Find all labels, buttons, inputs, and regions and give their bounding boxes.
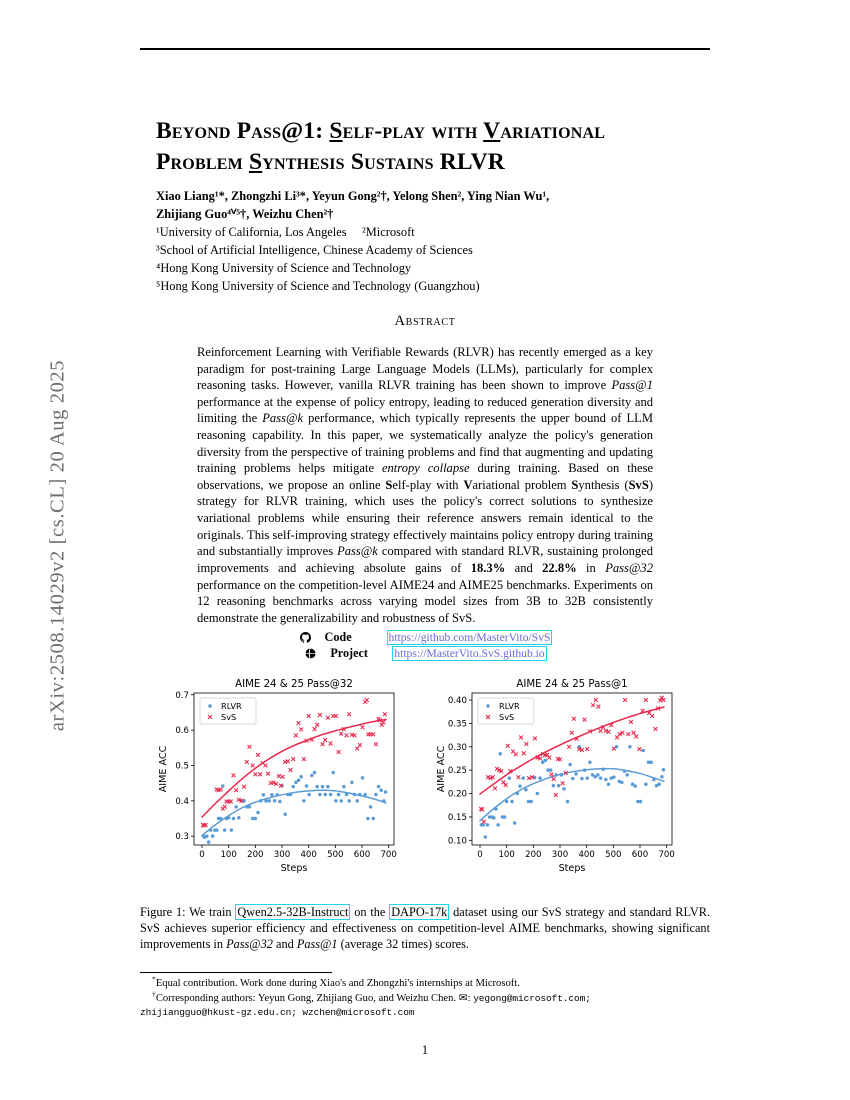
data-point — [267, 799, 271, 803]
y-axis-label: AIME ACC — [436, 745, 447, 793]
x-tick-label: 100 — [498, 850, 515, 860]
x-tick-label: 200 — [525, 850, 542, 860]
data-point — [529, 800, 533, 804]
data-point — [339, 799, 343, 803]
data-point — [307, 793, 311, 797]
data-point — [625, 773, 629, 777]
page-number: 1 — [421, 1043, 429, 1057]
header-rule — [140, 48, 710, 50]
data-point — [484, 835, 488, 839]
author-list — [156, 188, 710, 223]
data-point — [496, 823, 500, 827]
affiliation-item: ⁵Hong Kong University of Science and Technology (Guangzhou) — [156, 279, 480, 294]
data-point — [323, 793, 327, 797]
x-tick-label: 300 — [273, 850, 291, 860]
data-point — [205, 834, 209, 838]
author-line-2: Zhijiang Guo⁴ⱽ⁵†, Weizhu Chen²† — [156, 206, 334, 221]
abstract-heading: Abstract — [394, 313, 456, 329]
y-tick-label: 0.15 — [447, 812, 467, 823]
data-point — [355, 799, 359, 803]
data-point — [552, 784, 556, 788]
y-tick-label: 0.4 — [175, 796, 189, 807]
data-point — [549, 768, 553, 772]
data-point — [374, 793, 378, 797]
data-point — [273, 799, 277, 803]
data-point — [232, 817, 236, 821]
data-point — [297, 779, 301, 783]
data-point — [237, 816, 241, 820]
data-point — [604, 778, 608, 782]
footnote-equal-contribution: *Equal contribution. Work done during Xiao's and Zhongzhi's internships at Microsoft. — [152, 974, 520, 989]
data-point — [347, 799, 351, 803]
title-line1-part2: elf-play with — [342, 117, 484, 144]
y-tick-label: 0.6 — [175, 726, 189, 737]
x-tick-label: 100 — [220, 850, 237, 860]
data-point — [628, 745, 632, 749]
data-point — [234, 805, 238, 809]
y-tick-label: 0.7 — [175, 690, 189, 701]
data-point — [633, 784, 637, 788]
legend-label: SvS — [221, 712, 237, 722]
legend-label: RLVR — [221, 701, 242, 711]
chart-title: AIME 24 & 25 Pass@1 — [516, 679, 628, 690]
chart-pass1 — [436, 679, 675, 874]
x-axis-label: Steps — [558, 863, 586, 874]
x-tick-label: 700 — [380, 850, 397, 860]
data-point — [566, 800, 570, 804]
chart-title: AIME 24 & 25 Pass@32 — [235, 679, 353, 690]
x-tick-label: 600 — [631, 850, 649, 860]
title-line2-s: S — [248, 148, 263, 175]
data-point — [278, 800, 282, 804]
arxiv-stamp: arXiv:2508.14029v2 [cs.CL] 20 Aug 2025 — [46, 359, 69, 732]
y-tick-label: 0.5 — [175, 761, 189, 772]
data-point — [607, 782, 611, 786]
data-point — [350, 781, 354, 785]
data-point — [315, 785, 319, 789]
data-point — [508, 776, 512, 780]
project-link-label: Project — [330, 646, 368, 660]
title-line2-part1: Problem — [156, 148, 249, 175]
data-point — [574, 772, 578, 776]
data-point — [215, 828, 219, 832]
code-link-url[interactable]: https://github.com/MasterVito/SvS — [388, 631, 551, 644]
data-point — [612, 775, 616, 779]
data-point — [223, 828, 227, 832]
title-line1-s: S — [329, 117, 343, 144]
data-point — [369, 805, 373, 809]
data-point — [329, 793, 333, 797]
legend-label: SvS — [499, 712, 515, 722]
data-point — [291, 785, 295, 789]
data-point — [644, 782, 648, 786]
affiliation-item: ⁴Hong Kong University of Science and Technology — [156, 261, 412, 276]
data-point — [499, 752, 503, 756]
data-point — [230, 828, 234, 832]
footnotes — [140, 974, 710, 1021]
title-line1-v: V — [483, 117, 501, 144]
project-link-row[interactable] — [303, 646, 546, 661]
title-line1-part3: ariational — [500, 117, 606, 144]
data-point — [299, 775, 303, 779]
figure-charts — [152, 675, 698, 903]
data-point — [536, 792, 540, 796]
x-tick-label: 700 — [658, 850, 675, 860]
data-point — [585, 776, 589, 780]
data-point — [302, 799, 306, 803]
data-point — [342, 785, 346, 789]
data-point — [568, 763, 572, 767]
y-tick-label: 0.3 — [175, 832, 189, 843]
footnote-corresponding: †Corresponding authors: Yeyun Gong, Zhijiang Guo, and Weizhu Chen. ✉: yegong@microsoft.com; zhijiangguo@hkust-gz.edu.cn; wzchen@microsoft.com — [140, 989, 591, 1019]
caption-dataset-box[interactable]: DAPO-17k — [391, 905, 448, 919]
y-tick-label: 0.35 — [447, 719, 467, 730]
y-tick-label: 0.40 — [447, 696, 467, 707]
data-point — [379, 788, 383, 792]
data-point — [221, 784, 225, 788]
data-point — [596, 773, 600, 777]
data-point — [366, 817, 370, 821]
data-point — [262, 793, 266, 797]
affiliation-item: ³School of Artificial Intelligence, Chinese Academy of Sciences — [156, 243, 473, 258]
author-line-1: Xiao Liang¹*, Zhongzhi Li³*, Yeyun Gong²†, Yelong Shen², Ying Nian Wu¹, — [156, 189, 550, 203]
data-point — [492, 816, 496, 820]
data-point — [660, 775, 664, 779]
data-point — [544, 759, 548, 763]
x-axis-label: Steps — [280, 863, 308, 874]
data-point — [254, 817, 258, 821]
affiliation-list — [156, 223, 710, 295]
data-point — [337, 793, 341, 797]
x-tick-label: 400 — [300, 850, 317, 860]
code-link-label: Code — [324, 630, 352, 644]
y-tick-label: 0.25 — [447, 766, 467, 777]
figure-caption: Figure 1: We train Qwen2.5-32B-Instruct on the DAPO-17k dataset using our SvS strategy and standard RLVR. SvS achieves superior efficiency and effectiveness on competition-level AIME benchmarks, showing significant improvements in Pass@32 and Pass@1 (average 32 times) scores. — [140, 905, 711, 951]
data-point — [588, 760, 592, 764]
code-link-row[interactable] — [298, 630, 553, 645]
x-tick-label: 300 — [551, 850, 569, 860]
data-point — [313, 771, 317, 775]
data-point — [256, 811, 260, 815]
data-point — [334, 799, 338, 803]
data-point — [620, 781, 624, 785]
data-point — [518, 784, 522, 788]
legend-marker-rlvr — [208, 704, 212, 708]
data-point — [326, 785, 330, 789]
globe-icon — [303, 648, 318, 659]
data-point — [503, 815, 507, 819]
x-tick-label: 0 — [199, 850, 205, 860]
page-title — [156, 116, 710, 178]
abstract-text: Reinforcement Learning with Verifiable Rewards (RLVR) has recently emerged as a key paradigm for post-training Large Language Models (LLMs), particularly for complex reasoning tasks. However, vanilla RLVR training has been shown to improve Pass@1 performance at the expense of policy entropy, leading to reduced generation diversity and limiting the Pass@k performance, which typically represents the upper bound of LLM reasoning capability. In this paper, we systematically analyze the policy's generation diversity from the perspective of training problems and find that augmenting and updating training problems helps mitigate entropy collapse during training. Based on these observations, we propose an online Self-play with Variational problem Synthesis (SvS) strategy for RLVR training, which uses the policy's correct solutions to synthesize variational problems while ensuring their reference answers remain identical to the originals. This self-improving strategy effectively maintains policy entropy during training and substantially improves Pass@k compared with standard RLVR, sustaining prolonged improvements and achieving absolute gains of 18.3% and 22.8% in Pass@32 performance on the competition-level AIME24 and AIME25 benchmarks. Experiments on 12 reasoning benchmarks across varying model sizes from 3B to 32B consistently demonstrate the generalizability and robustness of SvS. — [197, 345, 654, 625]
legend-marker-rlvr — [486, 704, 490, 708]
data-point — [318, 793, 322, 797]
y-axis-label: AIME ACC — [158, 745, 169, 793]
data-point — [305, 784, 309, 788]
data-point — [310, 774, 314, 778]
data-point — [321, 785, 325, 789]
data-point — [521, 776, 525, 780]
data-point — [557, 784, 561, 788]
data-point — [486, 823, 490, 827]
data-point — [662, 768, 666, 772]
github-icon — [298, 632, 313, 643]
x-tick-label: 400 — [578, 850, 595, 860]
title-line2-part2: ynthesis Sustains RLVR — [262, 148, 505, 175]
data-point — [538, 776, 542, 780]
y-tick-label: 0.10 — [447, 836, 467, 847]
data-point — [513, 821, 517, 825]
data-point — [571, 777, 575, 781]
data-point — [481, 823, 485, 827]
y-tick-label: 0.20 — [447, 789, 467, 800]
title-line1-part1: Beyond Pass@1: — [156, 117, 330, 144]
data-point — [270, 793, 274, 797]
data-point — [510, 800, 514, 804]
x-tick-label: 0 — [477, 850, 483, 860]
x-tick-label: 600 — [353, 850, 371, 860]
x-tick-label: 500 — [605, 850, 622, 860]
figure-1 — [152, 675, 698, 903]
data-point — [207, 840, 211, 844]
data-point — [580, 777, 584, 781]
data-point — [657, 782, 661, 786]
y-tick-label: 0.30 — [447, 742, 467, 753]
paper-page — [140, 0, 710, 1100]
chart-pass32 — [158, 679, 397, 874]
data-point — [211, 834, 215, 838]
data-point — [384, 790, 388, 794]
data-point — [371, 817, 375, 821]
legend-label: RLVR — [499, 701, 520, 711]
data-point — [331, 771, 335, 775]
caption-model-box[interactable]: Qwen2.5-32B-Instruct — [237, 905, 349, 919]
data-point — [641, 749, 645, 753]
data-point — [562, 787, 566, 791]
data-point — [599, 776, 603, 780]
project-link-url[interactable]: https://MasterVito.SvS.github.io — [394, 647, 545, 660]
resource-links — [140, 630, 710, 661]
x-tick-label: 200 — [247, 850, 264, 860]
affiliation-item: ¹University of California, Los Angeles ²Microsoft — [156, 225, 415, 239]
footnote-rule — [140, 972, 332, 973]
data-point — [377, 785, 381, 789]
x-tick-label: 500 — [327, 850, 344, 860]
data-point — [361, 776, 365, 780]
data-point — [283, 812, 287, 816]
data-point — [639, 800, 643, 804]
data-point — [649, 760, 653, 764]
